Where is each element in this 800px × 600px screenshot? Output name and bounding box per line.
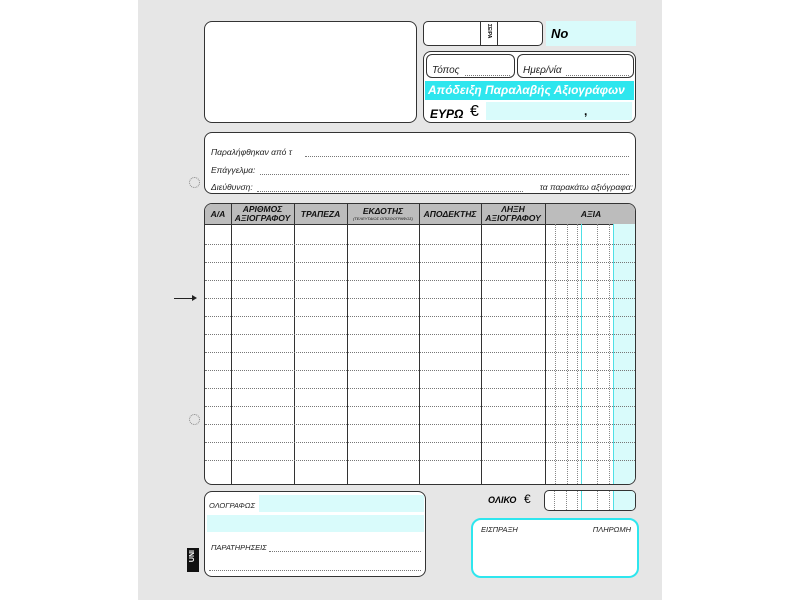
remarks-field-2[interactable] (209, 570, 421, 571)
cents-column (614, 224, 636, 484)
currency-label: ΕΥΡΩ (430, 107, 464, 121)
total-amount-field[interactable] (544, 490, 636, 511)
received-from-label: Παραλήφθηκαν από τ (211, 147, 292, 157)
payment-label: ΠΛΗΡΩΜΗ (592, 525, 631, 534)
date-field[interactable] (517, 54, 634, 78)
remarks-field[interactable] (269, 551, 421, 552)
place-label: Τόπος (432, 65, 460, 76)
items-table (204, 203, 636, 485)
col-header-maturity: ΛΗΞΗ ΑΞΙΟΓΡΑΦΟΥ (485, 204, 541, 223)
document-title-bar (425, 81, 634, 100)
receipt-info-box (423, 51, 636, 123)
euro-icon: € (524, 492, 531, 506)
address-field[interactable] (257, 191, 523, 192)
series-box (423, 21, 543, 46)
in-words-field-2[interactable] (207, 515, 424, 532)
received-from-box (204, 132, 636, 194)
receipt-payment-box (471, 518, 639, 578)
receipt-label: ΕΙΣΠΡΑΞΗ (481, 525, 518, 534)
in-words-field[interactable] (259, 495, 424, 512)
uni-logo: UNI (187, 548, 199, 572)
form-sheet (138, 0, 662, 600)
amount-field[interactable] (486, 102, 632, 120)
punch-hole-icon (189, 177, 200, 188)
place-field[interactable] (426, 54, 515, 78)
received-from-field[interactable] (305, 156, 629, 157)
document-title: Απόδειξη Παραλαβής Αξιογράφων (428, 83, 625, 97)
col-header-issuer: ΕΚΔΟΤΗΣ (ΤΕΛΕΥΤΑΙΟΣ ΟΠΙΣΘΟΓΡΑΦΟΣ) (352, 206, 413, 221)
euro-icon: € (470, 103, 479, 120)
arrow-right-icon (174, 298, 194, 299)
remarks-label: ΠΑΡΑΤΗΡΗΣΕΙΣ (211, 543, 267, 552)
following-label: τα παρακάτω αξιόγραφα: (539, 182, 633, 192)
in-words-label: ΟΛΟΓΡΑΦΩΣ (209, 501, 255, 510)
words-remarks-box (204, 491, 426, 577)
number-box (546, 21, 636, 46)
col-header-recipient: ΑΠΟΔΕΚΤΗΣ (423, 208, 477, 219)
punch-hole-icon (189, 414, 200, 425)
series-label: ΣΕΙΡΑ (486, 24, 492, 39)
company-logo-box (204, 21, 417, 123)
col-header-bank: ΤΡΑΠΕΖΑ (300, 208, 341, 219)
col-header-number: ΑΡΙΘΜΟΣ ΑΞΙΟΓΡΑΦΟΥ (234, 204, 291, 223)
occupation-label: Επάγγελμα: (211, 165, 256, 175)
decimal-comma: , (584, 104, 588, 118)
occupation-field[interactable] (260, 174, 629, 175)
address-label: Διεύθυνση: (211, 182, 253, 192)
col-header-aa: Α/Α (210, 208, 226, 219)
number-label: No (551, 26, 569, 41)
total-label: ΟΛΙΚΟ (488, 495, 517, 505)
date-label: Ημερ/νία (523, 65, 562, 76)
col-header-value: ΑΞΙΑ (580, 208, 602, 219)
